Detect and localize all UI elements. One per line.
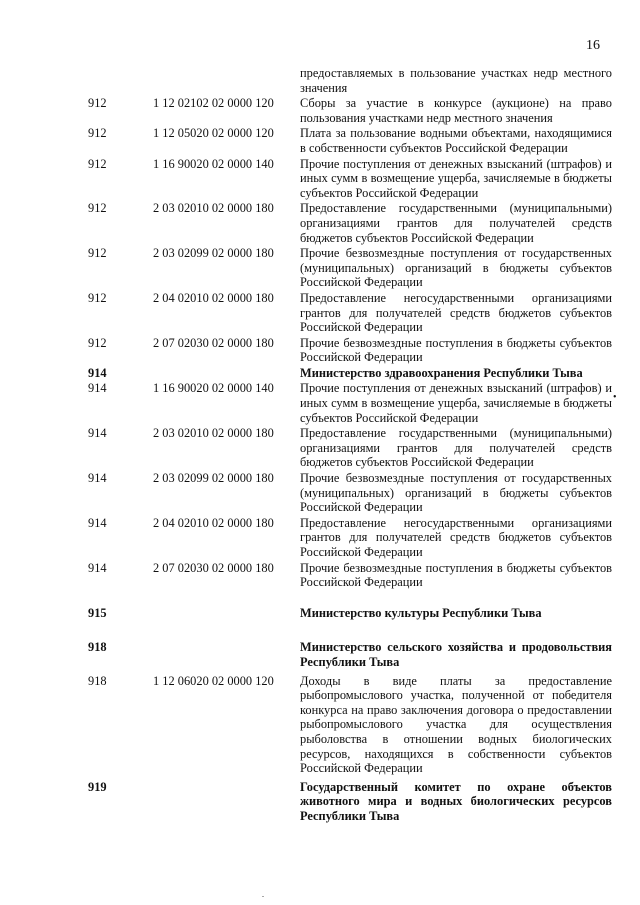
budget-code-cell: 1 12 02102 02 0000 120 <box>153 96 274 111</box>
admin-code-cell: 912 <box>88 201 107 216</box>
revenue-name-cell: Сборы за участие в конкурсе (аукционе) на право пользования участками недр местного значения <box>300 96 612 125</box>
table-row-ministry <box>88 366 612 381</box>
admin-code-cell: 915 <box>88 605 107 620</box>
budget-code-cell <box>153 640 300 669</box>
table-row <box>88 246 612 290</box>
revenue-name-cell: предоставляемых в пользование участках недр местного значения <box>300 66 612 95</box>
budget-code-cell: 2 03 02099 02 0000 180 <box>153 471 274 486</box>
revenue-name-cell: Предоставление государственными (муниципальными) организациями грантов для получателей средств бюджетов субъектов Российской Федерации <box>300 201 612 245</box>
ministry-name-cell: Министерство здравоохранения Республики Тыва <box>300 365 583 380</box>
table-row <box>88 381 612 425</box>
admin-code-cell: 912 <box>88 156 107 171</box>
revenue-name-cell: Прочие поступления от денежных взысканий (штрафов) и иных сумм в возмещение ущерба, зачисляемые в бюджеты субъектов Российской Федерации <box>300 156 612 200</box>
table-row <box>88 201 612 245</box>
scan-mark-bottom: . <box>262 890 264 899</box>
revenue-codes-table <box>88 66 612 825</box>
revenue-name-cell: Прочие безвозмездные поступления от государственных (муниципальных) организаций в бюджеты субъектов Российской Федерации <box>300 471 612 515</box>
admin-code-cell <box>88 66 153 95</box>
table-row <box>88 674 612 776</box>
revenue-name-cell: Предоставление негосударственными организациями грантов для получателей средств бюджетов субъектов Российской Федерации <box>300 515 612 559</box>
table-row <box>88 157 612 201</box>
revenue-name-cell: Предоставление государственными (муниципальными) организациями грантов для получателей средств бюджетов субъектов Российской Федерации <box>300 426 612 470</box>
table-row <box>88 126 612 155</box>
table-row-ministry <box>88 640 612 669</box>
revenue-name-cell: Прочие безвозмездные поступления от государственных (муниципальных) организаций в бюджеты субъектов Российской Федерации <box>300 246 612 290</box>
budget-code-cell: 1 12 06020 02 0000 120 <box>153 673 274 688</box>
revenue-name-cell: Прочие безвозмездные поступления в бюджеты субъектов Российской Федерации <box>300 560 612 590</box>
admin-code-cell: 919 <box>88 779 107 794</box>
table-row <box>88 291 612 335</box>
budget-code-cell <box>153 606 300 621</box>
admin-code-cell: 914 <box>88 426 107 441</box>
admin-code-cell: 918 <box>88 673 107 688</box>
ministry-name-cell: Министерство культуры Республики Тыва <box>300 605 542 620</box>
admin-code-cell: 914 <box>88 471 107 486</box>
budget-code-cell: 2 04 02010 02 0000 180 <box>153 290 274 305</box>
revenue-name-cell: Плата за пользование водными объектами, находящимися в собственности субъектов Российской Федерации <box>300 126 612 155</box>
admin-code-cell: 912 <box>88 246 107 261</box>
budget-code-cell <box>153 780 300 824</box>
budget-code-cell: 2 07 02030 02 0000 180 <box>153 560 274 575</box>
admin-code-cell: 914 <box>88 560 107 575</box>
budget-code-cell: 1 16 90020 02 0000 140 <box>153 381 274 396</box>
table-row <box>88 66 612 95</box>
budget-code-cell: 1 16 90020 02 0000 140 <box>153 156 274 171</box>
page-number: 16 <box>586 38 600 53</box>
ministry-name-cell: Министерство сельского хозяйства и продовольствия Республики Тыва <box>300 640 612 669</box>
revenue-name-cell: Предоставление негосударственными организациями грантов для получателей средств бюджетов субъектов Российской Федерации <box>300 290 612 335</box>
table-row <box>88 426 612 470</box>
budget-code-cell: 2 03 02010 02 0000 180 <box>153 201 274 216</box>
table-row <box>88 471 612 515</box>
admin-code-cell: 912 <box>88 335 107 350</box>
budget-code-cell <box>153 66 300 95</box>
table-row <box>88 96 612 125</box>
budget-code-cell: 2 03 02010 02 0000 180 <box>153 426 274 441</box>
revenue-name-cell: Доходы в виде платы за предоставление рыбопромыслового участка, полученной от победителя конкурса на право заключения договора о предоставлении рыбопромыслового участка для осуществления рыболовства в отношении водных биологических ресурсов, находящихся в собственности субъектов Российской Федерации <box>300 673 612 776</box>
revenue-name-cell: Прочие безвозмездные поступления в бюджеты субъектов Российской Федерации <box>300 335 612 365</box>
admin-code-cell: 914 <box>88 515 107 530</box>
table-row-ministry <box>88 606 612 621</box>
admin-code-cell: 912 <box>88 126 107 141</box>
admin-code-cell: 914 <box>88 381 107 396</box>
budget-code-cell: 2 07 02030 02 0000 180 <box>153 335 274 350</box>
admin-code-cell: 918 <box>88 640 107 655</box>
table-row <box>88 561 612 590</box>
revenue-name-cell: Прочие поступления от денежных взысканий (штрафов) и иных сумм в возмещение ущерба, зачисляемые в бюджеты субъектов Российской Федерации <box>300 381 612 425</box>
ministry-name-cell: Государственный комитет по охране объектов животного мира и водных биологических ресурсов Республики Тыва <box>300 779 612 823</box>
admin-code-cell: 914 <box>88 365 107 380</box>
admin-code-cell: 912 <box>88 96 107 111</box>
table-row <box>88 516 612 560</box>
budget-code-cell: 2 03 02099 02 0000 180 <box>153 246 274 261</box>
budget-code-cell: 2 04 02010 02 0000 180 <box>153 515 274 530</box>
budget-code-cell <box>153 366 300 381</box>
table-row <box>88 336 612 365</box>
table-row-ministry <box>88 780 612 824</box>
admin-code-cell: 912 <box>88 290 107 305</box>
scan-mark: • <box>613 392 617 403</box>
budget-code-cell: 1 12 05020 02 0000 120 <box>153 126 274 141</box>
